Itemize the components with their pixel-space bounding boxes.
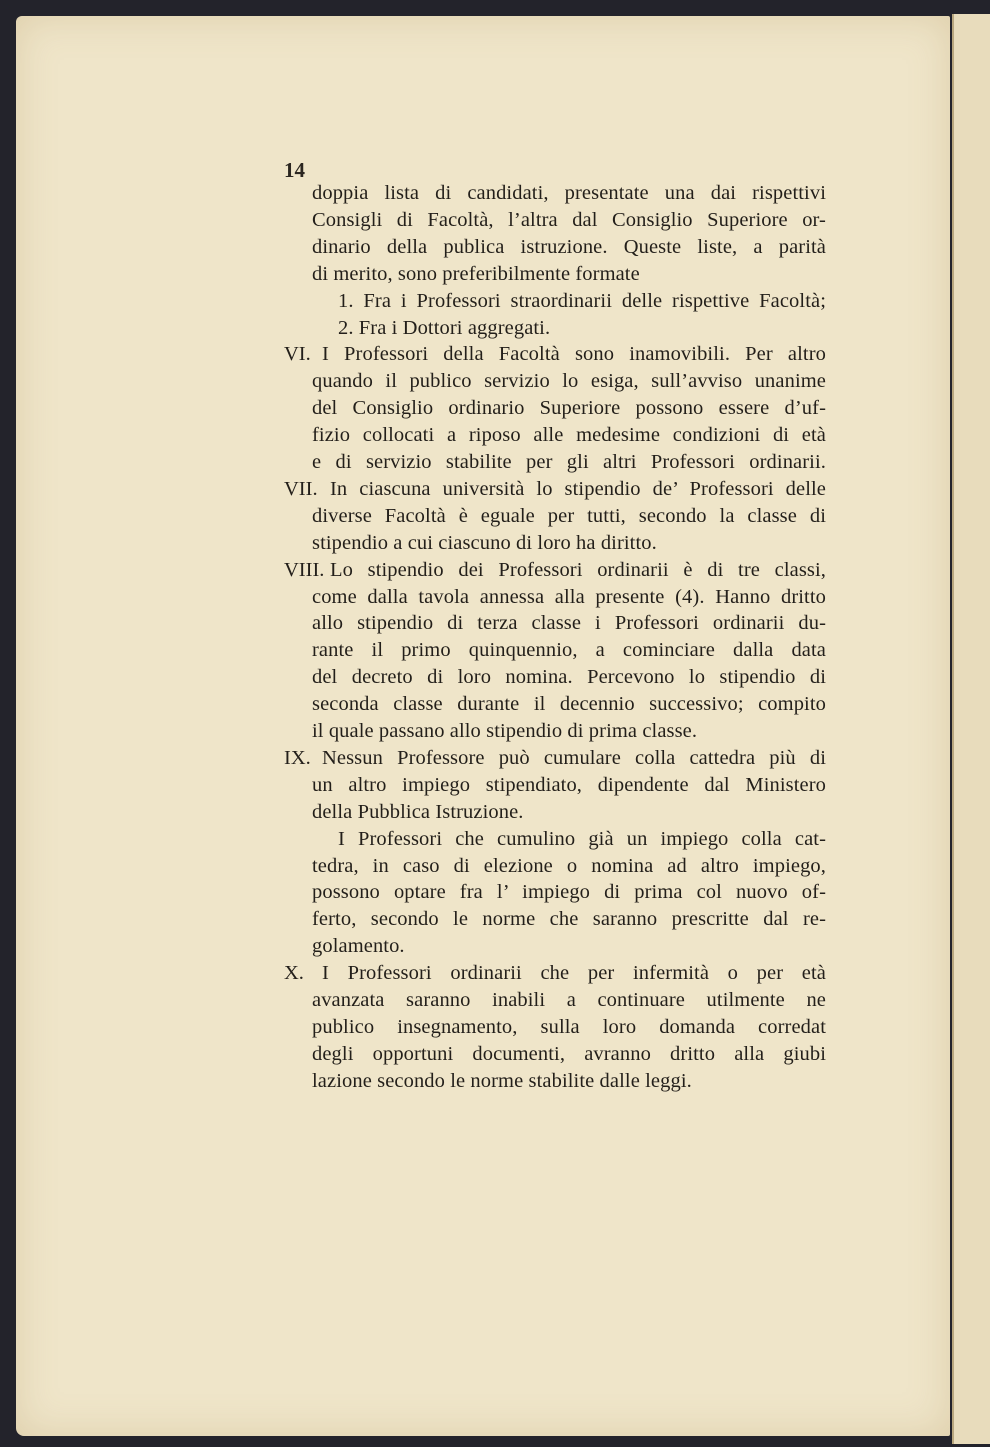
text-line bbox=[312, 853, 826, 879]
text-line bbox=[312, 180, 826, 206]
text-line bbox=[312, 987, 826, 1013]
article-number: VIII. bbox=[284, 558, 325, 581]
text-line-content: degli opportuni documenti, avranno dritto alla giubi bbox=[312, 1042, 826, 1065]
text-line-content: lazione secondo le norme stabilite dalle leggi. bbox=[312, 1069, 692, 1092]
text-line-content: seconda classe durante il decennio successivo; compito bbox=[312, 693, 826, 716]
text-line-content: 1. Fra i Professori straordinarii delle rispettive Facoltà; bbox=[338, 289, 826, 312]
text-line-content: doppia lista di candidati, presentate una dai rispettivi bbox=[312, 182, 826, 204]
text-line-content: ferto, secondo le norme che saranno prescritte dal re- bbox=[312, 908, 826, 931]
text-line bbox=[312, 503, 826, 529]
text-line bbox=[322, 745, 826, 771]
text-line bbox=[312, 261, 826, 287]
text-line-content: dinario della publica istruzione. Queste liste, a parità bbox=[312, 235, 826, 258]
article-number: X. bbox=[284, 962, 304, 985]
text-line-content: un altro impiego stipendiato, dipendente dal Ministero bbox=[312, 773, 826, 796]
text-line bbox=[312, 933, 826, 959]
text-line-content: I Professori che cumulino già un impiego colla cat- bbox=[338, 827, 826, 850]
text-line bbox=[338, 826, 826, 852]
text-line bbox=[312, 691, 826, 717]
text-line-content: In ciascuna università lo stipendio de’ Professori delle bbox=[330, 477, 826, 500]
text-line bbox=[312, 449, 826, 475]
text-line bbox=[322, 960, 826, 986]
text-line bbox=[312, 530, 826, 556]
text-line bbox=[312, 610, 826, 636]
text-line-content: quando il publico servizio lo esiga, sull’avviso unanime bbox=[312, 370, 826, 393]
text-line-content: del Consiglio ordinario Superiore possono essere d’uf- bbox=[312, 397, 826, 420]
text-line-content: possono optare fra l’ impiego di prima col nuovo of- bbox=[312, 881, 826, 904]
text-line-content: stipendio a cui ciascuno di loro ha diritto. bbox=[312, 531, 657, 554]
article-number: VI. bbox=[284, 343, 311, 366]
text-line bbox=[312, 1041, 826, 1067]
text-line bbox=[330, 476, 826, 502]
page-number: 14 bbox=[284, 158, 305, 182]
text-line bbox=[312, 799, 826, 825]
text-line-content: I Professori della Facoltà sono inamovibili. Per altro bbox=[322, 343, 826, 366]
text-line bbox=[312, 906, 826, 932]
text-line-content: della Pubblica Istruzione. bbox=[312, 800, 524, 823]
text-line bbox=[312, 1014, 826, 1040]
text-line bbox=[312, 234, 826, 260]
text-line-content: Nessun Professore può cumulare colla cattedra più di bbox=[322, 746, 826, 769]
article-number: IX. bbox=[284, 746, 311, 769]
text-line-content: diverse Facoltà è eguale per tutti, secondo la classe di bbox=[312, 504, 826, 527]
text-line-content: il quale passano allo stipendio di prima classe. bbox=[312, 720, 698, 742]
text-line-content: fizio collocati a riposo alle medesime condizioni di età bbox=[312, 424, 826, 447]
text-line bbox=[338, 288, 826, 314]
text-line-content: rante il primo quinquennio, a cominciare dalla data bbox=[312, 639, 826, 662]
text-line-content: Lo stipendio dei Professori ordinarii è di tre classi, bbox=[330, 558, 826, 581]
text-line bbox=[312, 664, 826, 690]
text-line-content: tedra, in caso di elezione o nomina ad altro impiego, bbox=[312, 854, 826, 877]
text-line-content: golamento. bbox=[312, 935, 405, 958]
adjacent-page-edge bbox=[952, 14, 990, 1444]
text-line-content: Consigli di Facoltà, l’altra dal Consiglio Superiore or- bbox=[312, 208, 826, 231]
text-line bbox=[322, 341, 826, 367]
text-line-content: e di servizio stabilite per gli altri Professori ordinarii. bbox=[312, 451, 826, 473]
text-line bbox=[312, 422, 826, 448]
text-line-content: allo stipendio di terza classe i Professori ordinarii du- bbox=[312, 612, 826, 635]
text-line bbox=[312, 207, 826, 233]
text-line bbox=[312, 637, 826, 663]
text-line bbox=[312, 718, 826, 744]
text-line-content: I Professori ordinarii che per infermità o per età bbox=[322, 962, 826, 985]
text-line-content: come dalla tavola annessa alla presente (4). Hanno dritto bbox=[312, 585, 826, 608]
text-line-content: di merito, sono preferibilmente formate bbox=[312, 262, 640, 285]
text-line-content: avanzata saranno inabili a continuare utilmente ne bbox=[312, 989, 826, 1011]
text-line bbox=[312, 879, 826, 905]
text-line bbox=[312, 584, 826, 610]
text-line bbox=[312, 395, 826, 421]
text-line bbox=[312, 368, 826, 394]
text-line bbox=[330, 557, 826, 583]
text-line-content: publico insegnamento, sulla loro domanda corredat bbox=[312, 1015, 826, 1038]
text-line bbox=[312, 772, 826, 798]
text-line-content: del decreto di loro nomina. Percevono lo stipendio di bbox=[312, 666, 826, 689]
article-number: VII. bbox=[284, 477, 318, 500]
text-line-content: 2. Fra i Dottori aggregati. bbox=[338, 316, 551, 339]
text-line bbox=[312, 1068, 826, 1094]
text-line bbox=[338, 315, 826, 341]
